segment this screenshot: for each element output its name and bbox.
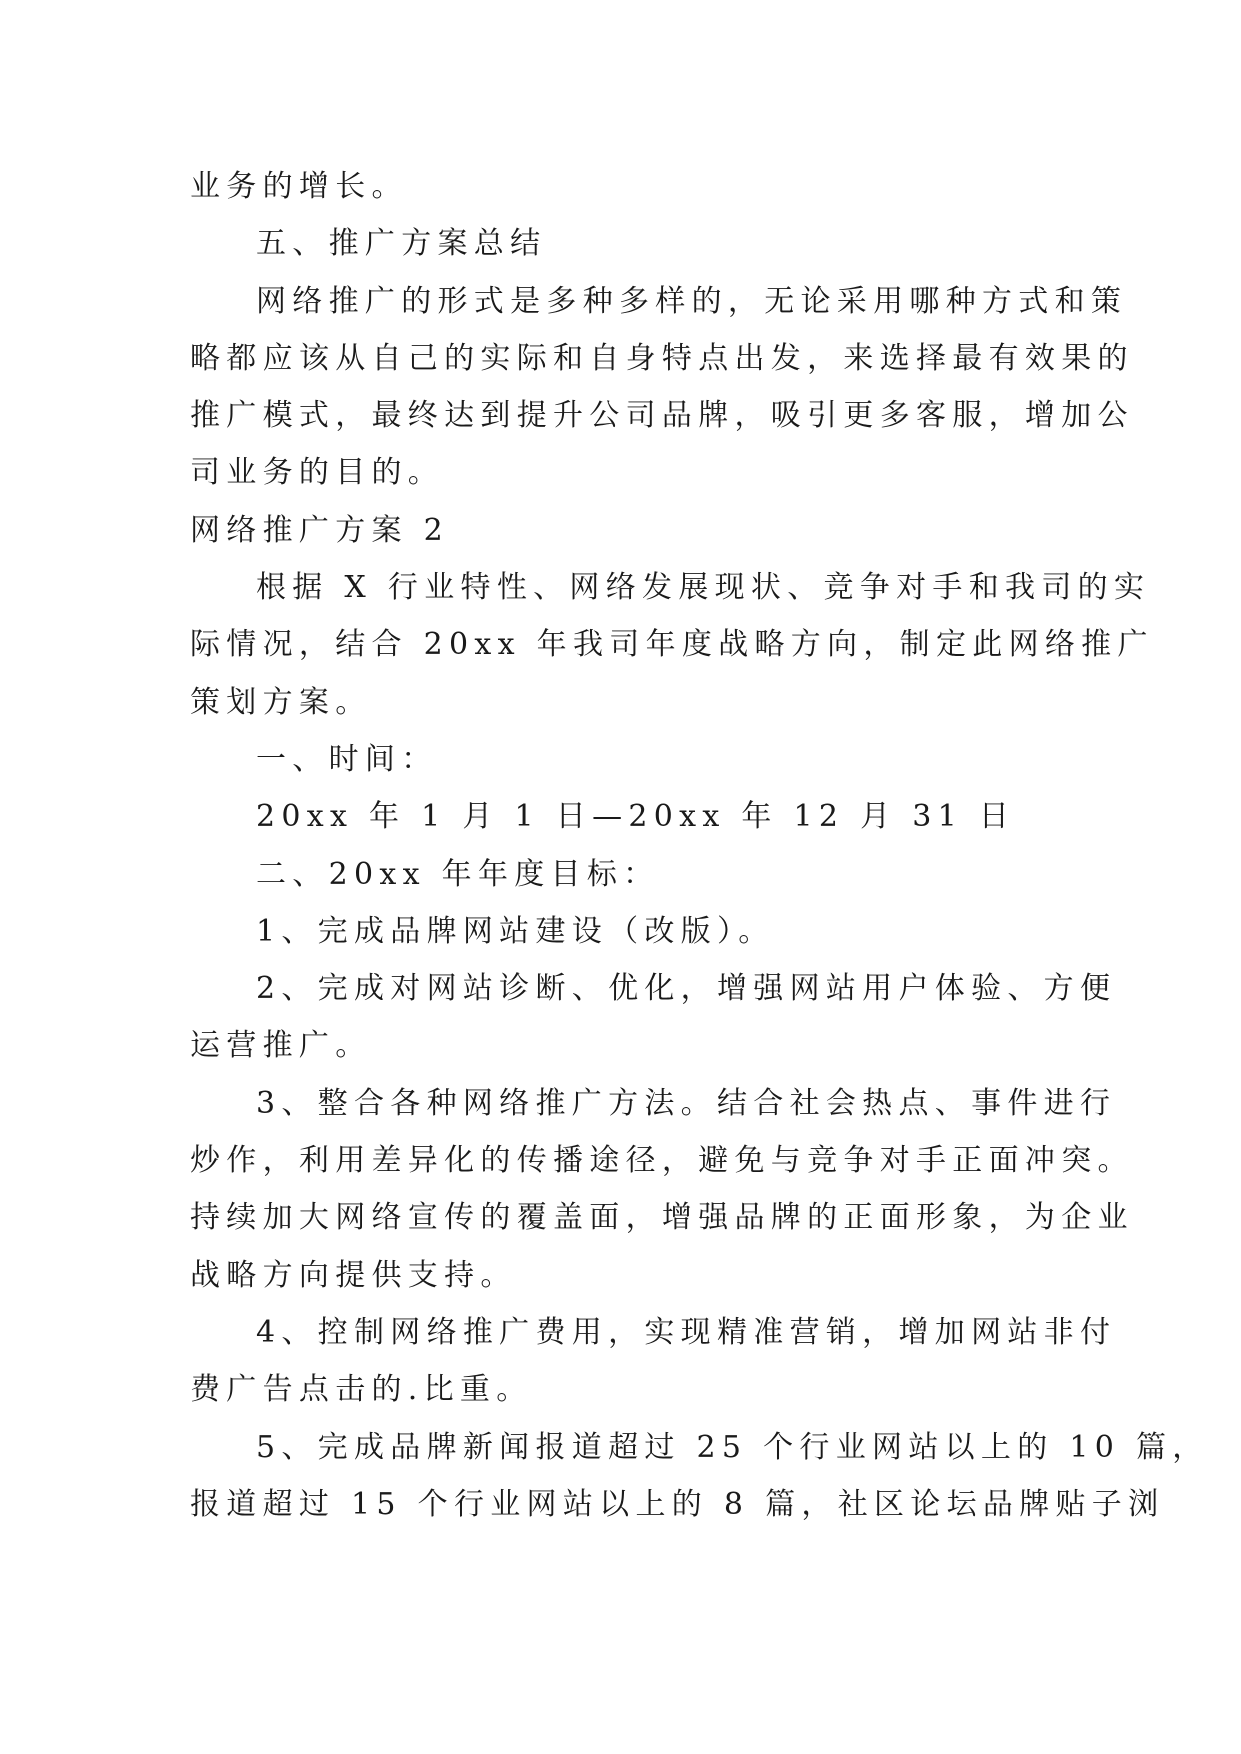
text-line: 策划方案。 <box>190 684 372 720</box>
text-line: 2、完成对网站诊断、优化，增强网站用户体验、方便 <box>256 971 1117 1007</box>
text-line: 5、完成品牌新闻报道超过 25 个行业网站以上的 10 篇， <box>256 1429 1209 1465</box>
text-line: 根据 X 行业特性、网络发展现状、竞争对手和我司的实 <box>256 570 1151 606</box>
text-line: 费广告点击的.比重。 <box>190 1372 533 1408</box>
text-line: 炒作，利用差异化的传播途径，避免与竞争对手正面冲突。 <box>190 1143 1134 1179</box>
text-line: 网络推广的形式是多种多样的，无论采用哪种方式和策 <box>256 283 1128 319</box>
text-line: 司业务的目的。 <box>190 455 445 491</box>
text-line: 1、完成品牌网站建设（改版）。 <box>256 913 775 949</box>
text-line: 略都应该从自己的实际和自身特点出发，来选择最有效果的 <box>190 340 1134 376</box>
text-line: 运营推广。 <box>190 1028 372 1064</box>
document-body <box>190 158 1209 1533</box>
text-line: 报道超过 15 个行业网站以上的 8 篇，社区论坛品牌贴子浏 <box>190 1486 1165 1522</box>
text-line: 一、时间： <box>256 741 438 777</box>
text-line: 二、20xx 年年度目标： <box>256 856 660 892</box>
text-line: 推广模式，最终达到提升公司品牌，吸引更多客服，增加公 <box>190 398 1134 434</box>
text-line: 3、整合各种网络推广方法。结合社会热点、事件进行 <box>256 1085 1117 1121</box>
text-line: 4、控制网络推广费用，实现精准营销，增加网站非付 <box>256 1314 1117 1350</box>
text-line: 五、推广方案总结 <box>256 226 547 262</box>
text-line: 持续加大网络宣传的覆盖面，增强品牌的正面形象，为企业 <box>190 1200 1134 1236</box>
text-line: 际情况，结合 20xx 年我司年度战略方向，制定此网络推广 <box>190 627 1154 663</box>
text-line: 战略方向提供支持。 <box>190 1257 517 1293</box>
text-line: 网络推广方案 2 <box>190 512 450 548</box>
text-line: 20xx 年 1 月 1 日—20xx 年 12 月 31 日 <box>256 799 1016 835</box>
text-line: 业务的增长。 <box>190 169 408 204</box>
